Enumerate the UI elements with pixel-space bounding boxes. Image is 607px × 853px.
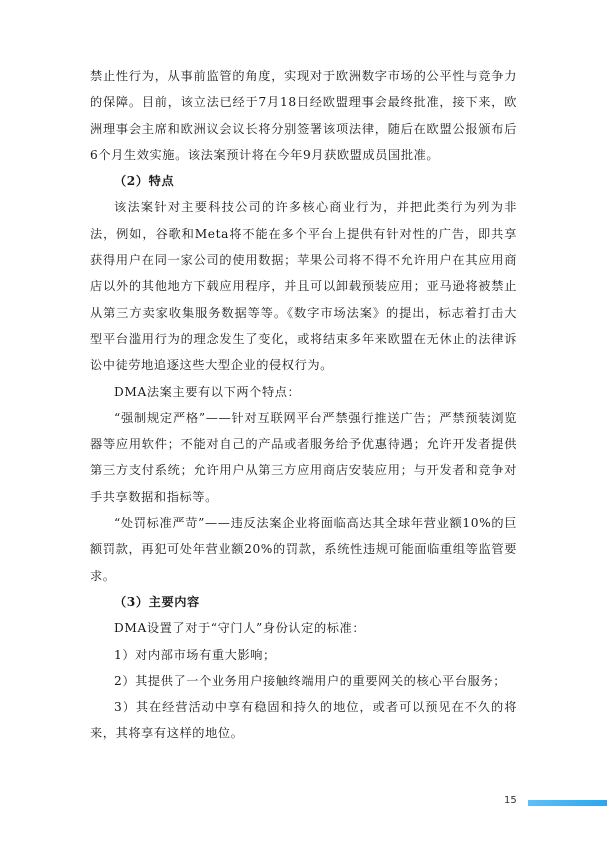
page-number: 15 — [504, 795, 517, 806]
footer-accent-bar — [528, 800, 607, 806]
criteria-item-3: 3）其在经营活动中享有稳固和持久的地位，或者可以预见在不久的将来，其将享有这样的地位。 — [90, 700, 517, 741]
paragraph-strict-penalties: “处罚标准严苛”——违反法案企业将面临高达其全球年营业额10%的巨额罚款，再犯可处年营业额20%的罚款，系统性违规可能面临重组等监管要求。 — [90, 516, 517, 583]
paragraph-two-features: DMA法案主要有以下两个特点： — [114, 384, 301, 399]
criteria-item-1: 1）对内部市场有重大影响； — [114, 647, 276, 662]
paragraph-intro: 禁止性行为，从事前监管的角度，实现对于欧洲数字市场的公平性与竞争力的保障。目前，该立法已经于7月18日经欧盟理事会最终批准，接下来，欧洲理事会主席和欧洲议会议长将分别签署该项法律，随后在欧盟公报颁布后6个月生效实施。该法案预计将在今年9月获欧盟成员国批准。 — [90, 69, 517, 162]
paragraph-strict-rules: “强制规定严格”——针对互联网平台严禁强行推送广告；严禁预装浏览器等应用软件；不能对自己的产品或者服务给予优惠待遇；允许开发者提供第三方支付系统；允许用户从第三方应用商店安装应用；与开发者和竞争对手共享数据和指标等。 — [90, 410, 517, 504]
section-heading-content: （3）主要内容 — [114, 594, 200, 609]
paragraph-gatekeeper-criteria: DMA设置了对于“守门人”身份认定的标准： — [114, 621, 366, 636]
criteria-item-2: 2）其提供了一个业务用户接触终端用户的重要网关的核心平台服务； — [114, 673, 506, 688]
body-text — [90, 63, 517, 747]
paragraph-features: 该法案针对主要科技公司的许多核心商业行为，并把此类行为列为非法，例如，谷歌和Meta将不能在多个平台上提供有针对性的广告，即共享获得用户在同一家公司的使用数据；苹果公司将不得不允许用户在其应用商店以外的其他地方下载应用程序，并且可以卸载预装应用；亚马逊将被禁止从第三方卖家收集服务数据等等。《数字市场法案》的提出，标志着打击大型平台滥用行为的理念发生了变化，或将结束多年来欧盟在无休止的法律诉讼中徒劳地追逐这些大型企业的侵权行为。 — [90, 200, 517, 373]
section-heading-features: （2）特点 — [114, 174, 175, 189]
